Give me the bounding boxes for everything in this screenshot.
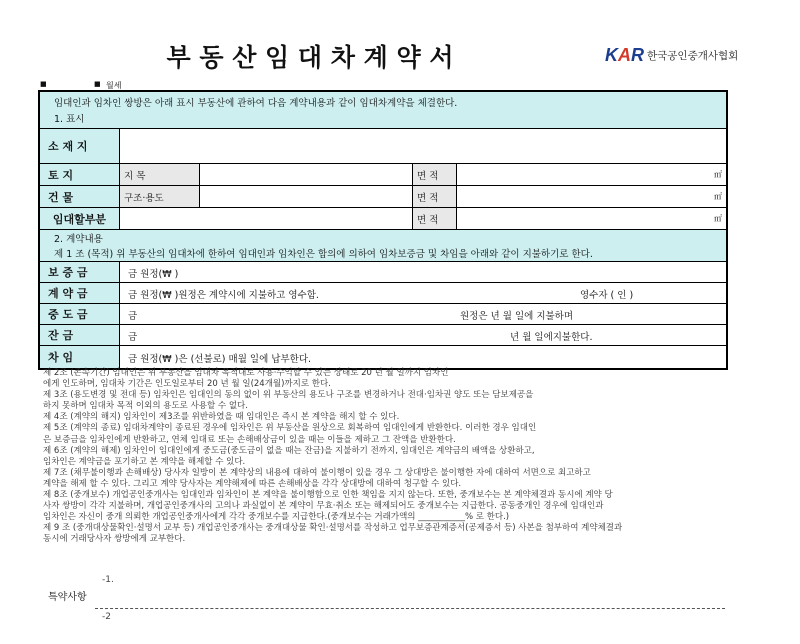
clause-line: 동시에 거래당사자 쌍방에게 교부한다.	[43, 534, 186, 545]
intro-text: 임대인과 임차인 쌍방은 아래 표시 부동산에 관하여 다음 계약내용과 같이 임대차계약을 체결한다.	[54, 98, 458, 109]
clause-line: 임차인은 자신이 중개 의뢰한 개업공인중개사에게 각각 중개보수를 지급한다.(중개보수는 거래가액의 ___________% 로 한다.)	[43, 512, 510, 523]
middle-payment-label: 중 도 금	[40, 304, 120, 325]
rent-row[interactable]: 금 원정(₩ )은 (선불로) 매월 일에 납부한다.	[128, 354, 312, 365]
kar-logo	[605, 44, 738, 66]
contract-content-band	[40, 230, 726, 262]
balance-label: 잔 금	[40, 325, 120, 346]
location-label: 소 재 지	[40, 129, 120, 164]
sqm-unit: ㎡	[714, 170, 722, 179]
square-bullet-icon: ■	[40, 80, 47, 88]
deposit-row[interactable]: 금 원정(₩ )	[120, 262, 726, 283]
section-2-heading: 2. 계약내용	[54, 234, 103, 245]
land-category-field[interactable]	[200, 164, 413, 186]
contract-payment-row[interactable]: 금 원정(₩ )원정은 계약시에 지불하고 영수함. 영수자 ( 인 )	[120, 283, 726, 304]
clause-line: 제 5조 (계약의 종료) 임대차계약이 종료된 경우에 임차인은 위 부동산을 원상으로 회복하여 임대인에게 반환한다. 이러한 경우 임대인	[43, 423, 537, 434]
clause-line: 제 3조 (용도변경 및 전대 등) 임차인은 임대인의 동의 없이 위 부동산의 용도나 구조를 변경하거나 전대·임차권 양도 또는 담보제공을	[43, 390, 534, 401]
contract-clauses	[43, 368, 733, 546]
document-title: 부 동 산 임 대 차 계 약 서	[166, 43, 454, 72]
sqm-unit: ㎡	[714, 192, 722, 201]
contract-payment-label: 계 약 금	[40, 283, 120, 304]
clause-line: 제 8조 (중개보수) 개업공인중개사는 임대인과 임차인이 본 계약을 불이행함으로 인한 책임을 지지 않는다. 또한, 중개보수는 본 계약체결과 동시에 계약 당	[43, 490, 613, 501]
intro-band	[40, 92, 726, 129]
kar-logo-mark: KAR	[605, 44, 644, 65]
building-structure-field[interactable]	[200, 186, 413, 208]
clause-line: 제 6조 (계약의 해제) 임차인이 임대인에게 중도금(중도금이 없을 때는 잔금)을 지불하기 전까지, 임대인은 계약금의 배액을 상환하고,	[43, 445, 535, 456]
clause-line: 임차인은 계약금을 포기하고 본 계약을 해제할 수 있다.	[43, 456, 246, 467]
clause-line: 제 4조 (계약의 해지) 임차인이 제3조를 위반하였을 때 임대인은 즉시 본 계약을 해지 할 수 있다.	[43, 412, 400, 423]
sqm-unit: ㎡	[714, 214, 722, 223]
middle-payment-row[interactable]: 금 원정은 년 월 일에 지불하며	[120, 304, 726, 325]
clause-line: 하지 못하며 임대차 목적 이외의 용도로 사용할 수 없다.	[43, 401, 248, 412]
association-name: 한국공인중개사협회	[647, 49, 739, 62]
clause-line: 사자 쌍방이 각각 지불하며, 개업공인중개사의 고의나 과실없이 본 계약이 무효·취소 또는 해제되어도 중개보수는 지급한다. 공동중개인 경우에 임대인과	[43, 501, 604, 512]
building-area-label: 면 적	[413, 186, 457, 208]
land-area-label: 면 적	[413, 164, 457, 186]
building-structure-label: 구조·용도	[120, 186, 200, 208]
clause-line: 제 7조 (채무불이행과 손해배상) 당사자 일방이 본 계약상의 내용에 대하여 불이행이 있을 경우 그 상대방은 불이행한 자에 대하여 서면으로 최고하고	[43, 467, 591, 478]
contract-type-label: 월세	[106, 81, 122, 90]
location-field[interactable]	[120, 129, 726, 164]
leased-part-area-label: 면 적	[413, 208, 457, 230]
special-term-1[interactable]: -1.	[102, 575, 114, 585]
contract-form	[38, 90, 728, 370]
building-area-field[interactable]	[457, 186, 726, 208]
clause-line: 에게 인도하며, 임대차 기간은 인도일로부터 20 년 월 일(24개월)까지로 한다.	[43, 379, 331, 390]
receiver-field[interactable]: 영수자 ( 인 )	[580, 290, 634, 301]
square-bullet-icon: ■	[94, 80, 101, 88]
special-term-2[interactable]: -2	[102, 612, 111, 622]
land-category-label: 지 목	[120, 164, 200, 186]
leased-part-area-field[interactable]	[457, 208, 726, 230]
clause-line: 제 9 조 (중개대상물확인·설명서 교부 등) 개업공인중개사는 중개대상물 확인·설명서를 작성하고 업무보증관계증서(공제증서 등) 사본을 첨부하여 계약체결과	[43, 523, 623, 534]
clause-line: 은 보증금을 임차인에게 반환하고, 연체 임대료 또는 손해배상금이 있을 때는 이들을 제하고 그 잔액을 반환한다.	[43, 434, 456, 445]
land-area-field[interactable]	[457, 164, 726, 186]
rent-label: 차 임	[40, 346, 120, 368]
balance-row[interactable]: 금 년 월 일에지불한다.	[120, 325, 726, 346]
clause-line: 제 2조 (존속기간) 임대인은 위 부동산을 임대차 목적대로 사용·수익할 수 있는 상태로 20 년 월 일까지 임차인	[43, 368, 449, 378]
leased-part-label: 임대할부분	[40, 208, 120, 230]
clause-line: 계약을 해제 할 수 있다. 그리고 계약 당사자는 계약해제에 따른 손해배상을 각각 상대방에 대하여 청구할 수 있다.	[43, 478, 462, 489]
section-1-heading: 1. 표시	[54, 114, 85, 125]
land-label: 토 지	[40, 164, 120, 186]
special-term-line	[95, 608, 725, 609]
leased-part-field[interactable]	[120, 208, 413, 230]
building-label: 건 물	[40, 186, 120, 208]
special-terms-label: 특약사항	[48, 592, 87, 603]
article-1-text: 제 1 조 (목적) 위 부동산의 임대차에 한하여 임대인과 임차인은 합의에 의하여 임차보증금 및 차임을 아래와 같이 지불하기로 한다.	[54, 249, 593, 260]
deposit-label: 보 증 금	[40, 262, 120, 283]
